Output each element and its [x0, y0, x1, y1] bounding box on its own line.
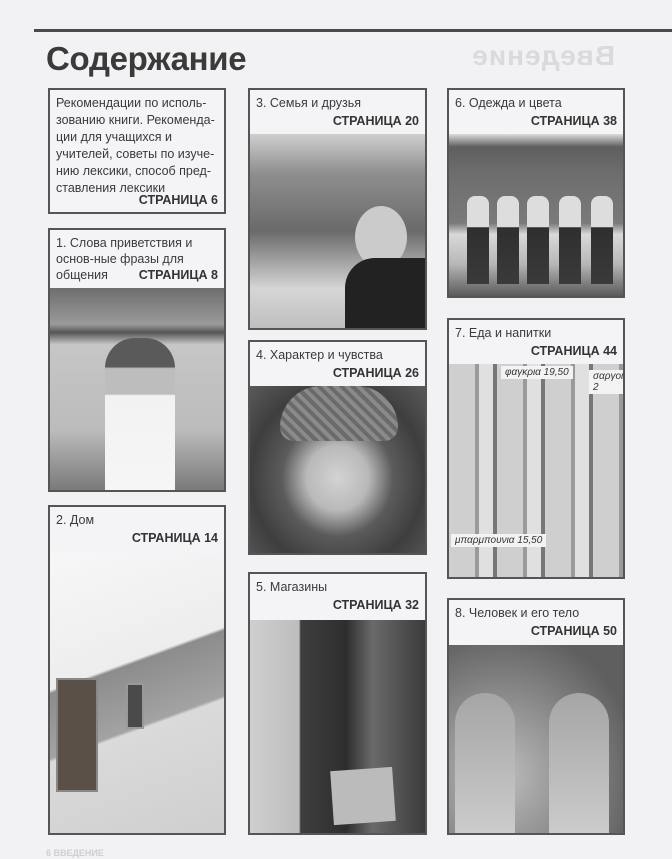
toc-entry-title: 3. Семья и друзья [256, 96, 362, 110]
toc-entry-home[interactable] [48, 505, 226, 835]
toc-entry-page: СТРАНИЦА 6 [138, 193, 218, 207]
top-rule [34, 29, 672, 32]
toc-entry-page: СТРАНИЦА 14 [131, 531, 218, 545]
toc-entry-shops[interactable] [248, 572, 427, 835]
toc-entry-title: 4. Характер и чувства [256, 348, 383, 362]
toc-entry-page: СТРАНИЦА 50 [530, 624, 617, 638]
toc-entry-intro[interactable] [48, 88, 226, 214]
toc-entry-page: СТРАНИЦА 44 [530, 344, 617, 358]
bleed-through-footer: 6 ВВЕДЕНИЕ [46, 848, 104, 858]
mannequins-sea-photo [449, 134, 623, 296]
price-tag: σαργοι 2 [589, 370, 625, 394]
feet-in-sand-photo [449, 645, 623, 833]
bleed-through-heading: Введение [471, 40, 615, 71]
toc-entry-page: СТРАНИЦА 38 [530, 114, 617, 128]
fish-market-photo [449, 364, 623, 577]
toc-entry-character[interactable] [248, 340, 427, 555]
toc-entry-title: 5. Магазины [256, 580, 328, 594]
toc-entry-greetings[interactable] [48, 228, 226, 492]
toc-entry-page: СТРАНИЦА 20 [332, 114, 419, 128]
white-house-photo [50, 553, 224, 833]
toc-entry-title: 6. Одежда и цвета [455, 96, 562, 110]
price-tag: μπαρμπουνια 15,50 [451, 534, 546, 547]
toc-entry-family[interactable] [248, 88, 427, 330]
toc-entry-title: 7. Еда и напитки [455, 326, 552, 340]
woman-waving-photo [50, 288, 224, 490]
toc-entry-title: 2. Дом [56, 513, 95, 527]
toc-entry-page: СТРАНИЦА 26 [332, 366, 419, 380]
girl-headscarf-photo [250, 386, 425, 553]
shop-interior-photo [250, 620, 425, 833]
toc-entry-title: Рекомендации по исполь-зованию книги. Рекоменда-ции для учащихся и учителей, советы по изуче-нию лексики, способ пред-ставления лексики [56, 96, 215, 195]
family-dinner-photo [250, 134, 425, 328]
toc-entry-clothes[interactable] [447, 88, 625, 298]
toc-entry-title: 1. Слова приветствия и основ-ные фразы для общения [56, 236, 193, 282]
toc-entry-page: СТРАНИЦА 8 [138, 268, 218, 282]
toc-entry-body[interactable] [447, 598, 625, 835]
price-tag: φαγκρια 19,50 [501, 366, 573, 379]
page-title: Содержание [46, 40, 247, 77]
toc-entry-title: 8. Человек и его тело [455, 606, 580, 620]
toc-entry-page: СТРАНИЦА 32 [332, 598, 419, 612]
toc-entry-food[interactable] [447, 318, 625, 579]
